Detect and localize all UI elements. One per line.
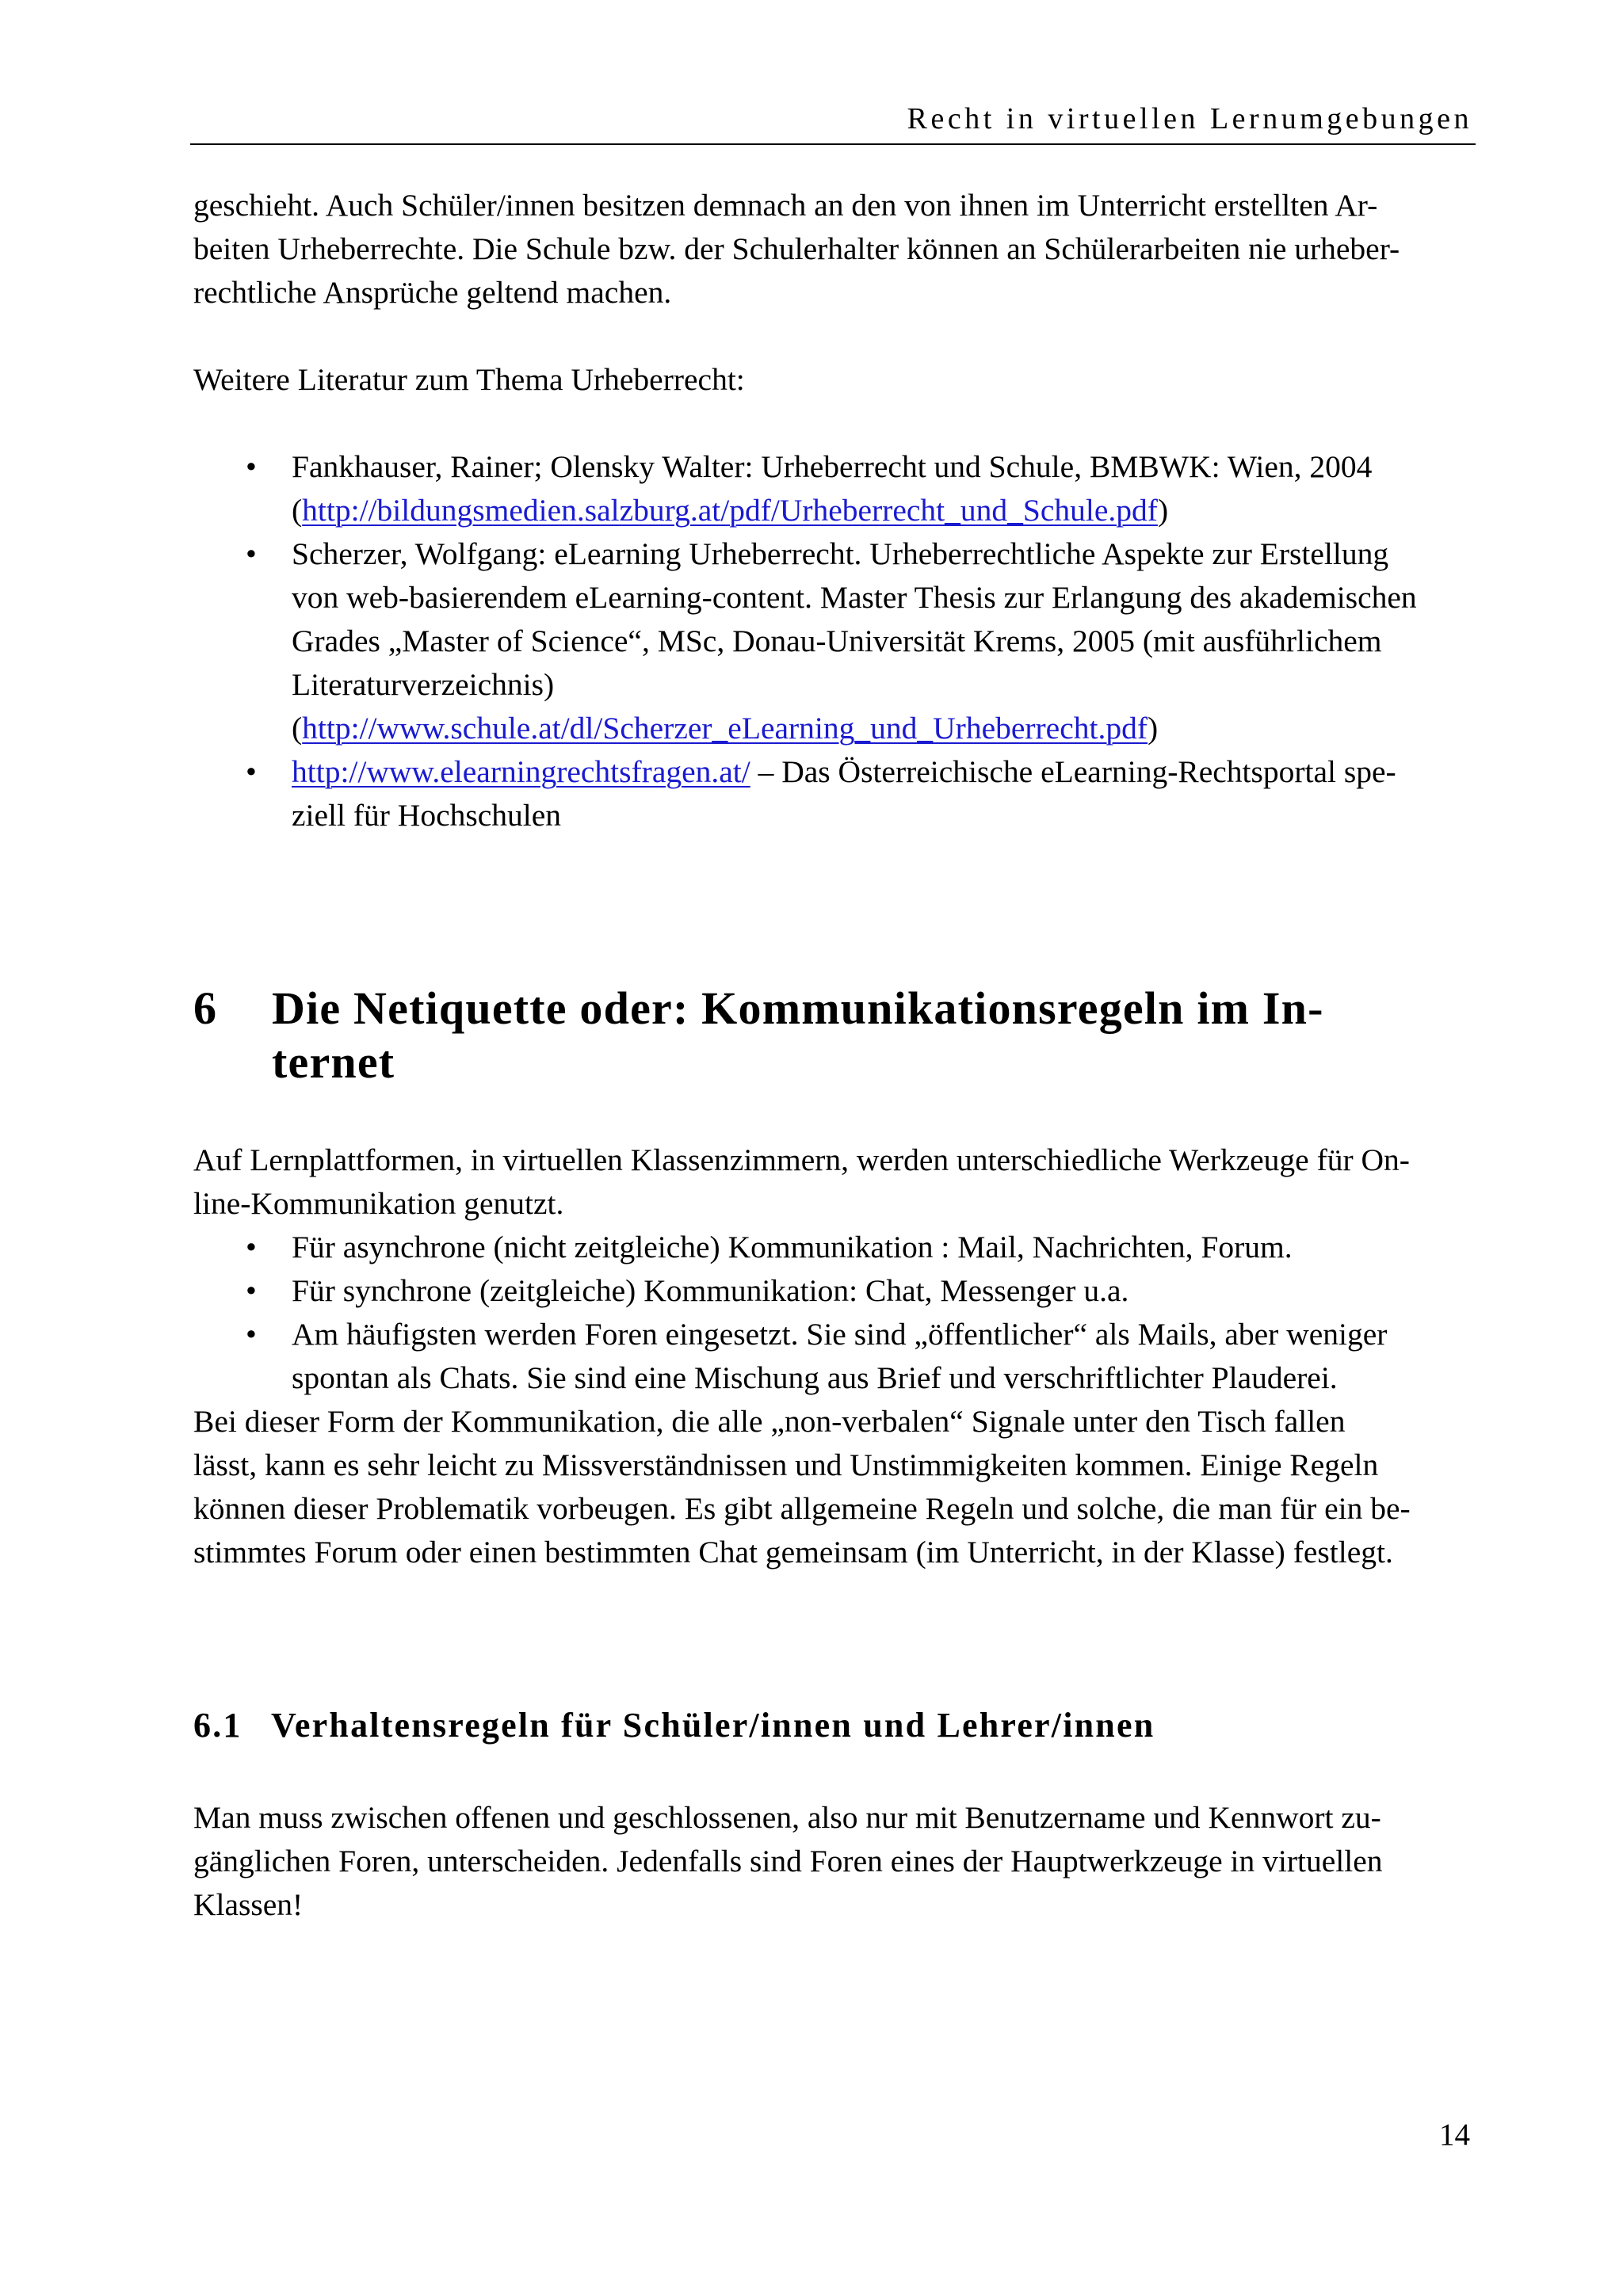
communication-text: Für asynchrone (nicht zeitgleiche) Kommunikation : Mail, Nachrichten, Forum.	[292, 1230, 1293, 1264]
intro-line: rechtliche Ansprüche geltend machen.	[193, 275, 672, 310]
chapter-title-line: ternet	[272, 1036, 395, 1088]
section-paragraph	[193, 1796, 1471, 1927]
literature-link-schule[interactable]: http://www.schule.at/dl/Scherzer_eLearning_und_Urheberrecht.pdf	[302, 711, 1148, 746]
communication-text: Am häufigsten werden Foren eingesetzt. Sie sind „öffentlicher“ als Mails, aber weniger	[292, 1317, 1388, 1352]
bullet-icon: •	[246, 536, 257, 571]
communication-item	[193, 1269, 1471, 1313]
literature-item	[193, 750, 1471, 837]
bullet-icon: •	[246, 754, 257, 789]
literature-text: ziell für Hochschulen	[292, 798, 562, 833]
literature-text: von web-basierendem eLearning-content. Master Thesis zur Erlangung des akademischen	[292, 580, 1417, 615]
chapter-intro-line: Auf Lernplattformen, in virtuellen Klassenzimmern, werden unterschiedliche Werkzeuge für On-	[193, 1142, 1410, 1177]
literature-text: Grades „Master of Science“, MSc, Donau-Universität Krems, 2005 (mit ausführlichem	[292, 624, 1382, 658]
intro-line: beiten Urheberrechte. Die Schule bzw. der Schulerhalter können an Schülerarbeiten nie urheber-	[193, 231, 1400, 266]
chapter-title	[272, 982, 1324, 1089]
communication-item	[193, 1313, 1471, 1400]
chapter-paragraph-line: Bei dieser Form der Kommunikation, die alle „non-verbalen“ Signale unter den Tisch fallen	[193, 1404, 1346, 1439]
literature-text: Fankhauser, Rainer; Olensky Walter: Urheberrecht und Schule, BMBWK: Wien, 2004	[292, 449, 1373, 484]
literature-text: Literaturverzeichnis)	[292, 667, 555, 702]
chapter-paragraph-line: stimmtes Forum oder einen bestimmten Chat gemeinsam (im Unterricht, in der Klasse) festlegt.	[193, 1535, 1393, 1569]
section-number: 6.1	[193, 1706, 242, 1745]
literature-text: Scherzer, Wolfgang: eLearning Urheberrecht. Urheberrechtliche Aspekte zur Erstellung	[292, 536, 1389, 571]
bullet-icon: •	[246, 1230, 257, 1264]
chapter-paragraph	[193, 1400, 1471, 1574]
chapter-heading	[193, 982, 1398, 1089]
literature-text: – Das Österreichische eLearning-Rechtsportal spe-	[750, 754, 1396, 789]
bullet-icon: •	[246, 1273, 257, 1308]
section-paragraph-line: gänglichen Foren, unterscheiden. Jedenfalls sind Foren eines der Hauptwerkzeuge in virtuellen	[193, 1844, 1383, 1878]
literature-item	[193, 445, 1471, 532]
section-title: Verhaltensregeln für Schüler/innen und Lehrer/innen	[271, 1706, 1155, 1745]
bullet-icon: •	[246, 1317, 257, 1352]
literature-heading: Weitere Literatur zum Thema Urheberrecht:	[193, 362, 745, 397]
chapter-intro-paragraph	[193, 1138, 1471, 1226]
chapter-number: 6	[193, 982, 218, 1034]
literature-link-elearningrechtsfragen[interactable]: http://www.elearningrechtsfragen.at/	[292, 754, 750, 789]
literature-link-bildungsmedien[interactable]: http://bildungsmedien.salzburg.at/pdf/Urheberrecht_und_Schule.pdf	[302, 493, 1158, 528]
chapter-intro-line: line-Kommunikation genutzt.	[193, 1186, 564, 1221]
paren-open: (	[292, 493, 303, 528]
page-content	[193, 184, 1471, 1927]
section-paragraph-line: Man muss zwischen offenen und geschlossenen, also nur mit Benutzername und Kennwort zu-	[193, 1800, 1381, 1835]
chapter-paragraph-line: können dieser Problematik vorbeugen. Es gibt allgemeine Regeln und solche, die man für ein be-	[193, 1491, 1411, 1526]
section-heading	[193, 1703, 1471, 1747]
literature-item	[193, 532, 1471, 750]
intro-line: geschieht. Auch Schüler/innen besitzen demnach an den von ihnen im Unterricht erstellten Ar-	[193, 188, 1378, 223]
section-paragraph-line: Klassen!	[193, 1887, 304, 1922]
communication-text: Für synchrone (zeitgleiche) Kommunikation: Chat, Messenger u.a.	[292, 1273, 1129, 1308]
literature-list	[193, 445, 1471, 837]
running-header: Recht in virtuellen Lernumgebungen	[907, 102, 1472, 135]
paren-close: )	[1148, 711, 1159, 746]
header-rule	[190, 143, 1476, 145]
communication-list	[193, 1226, 1471, 1400]
intro-paragraph	[193, 184, 1471, 315]
chapter-title-line: Die Netiquette oder: Kommunikationsregeln im In-	[272, 982, 1324, 1034]
paren-open: (	[292, 711, 303, 746]
paren-close: )	[1157, 493, 1169, 528]
communication-text: spontan als Chats. Sie sind eine Mischung aus Brief und verschriftlichter Plauderei.	[292, 1360, 1338, 1395]
bullet-icon: •	[246, 449, 257, 484]
page-number: 14	[1439, 2118, 1470, 2152]
communication-item	[193, 1226, 1471, 1269]
chapter-paragraph-line: lässt, kann es sehr leicht zu Missverständnissen und Unstimmigkeiten kommen. Einige Regeln	[193, 1447, 1379, 1482]
